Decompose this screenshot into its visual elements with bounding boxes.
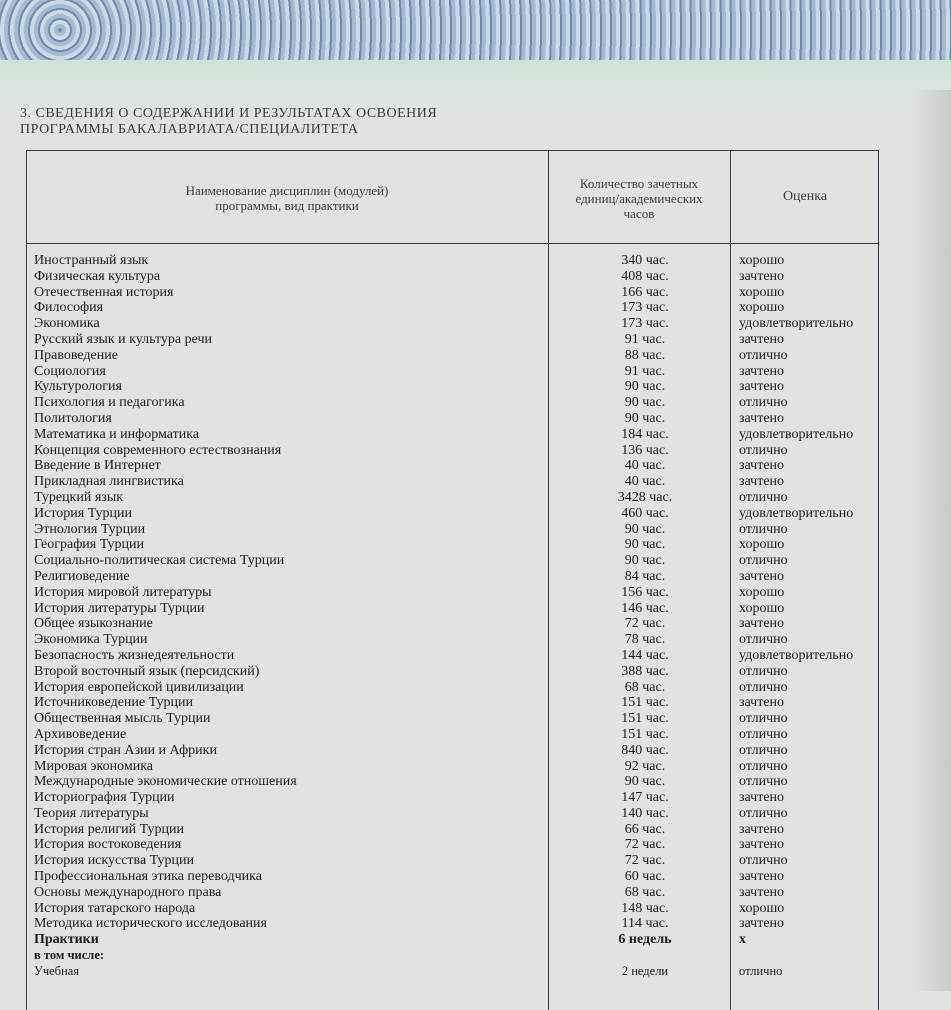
- hours-cell: 90 час.: [624, 379, 666, 395]
- discipline-name: История европейской цивилизации: [34, 679, 244, 695]
- table-row: [27, 522, 878, 538]
- hours-cell: 166 час.: [621, 284, 669, 300]
- discipline-name: История искусства Турции: [34, 853, 195, 869]
- table-row: [27, 537, 878, 553]
- table-row: [27, 443, 878, 459]
- discipline-name: Практики: [34, 932, 99, 948]
- grade-cell: отлично: [739, 679, 788, 695]
- grade-cell: хорошо: [739, 300, 785, 316]
- hours-cell: 66 час.: [624, 821, 666, 837]
- hours-cell: 173 час.: [621, 316, 669, 332]
- heading-line-1: 3. СВЕДЕНИЯ О СОДЕРЖАНИИ И РЕЗУЛЬТАТАХ ОСВОЕНИЯ: [20, 106, 438, 121]
- hours-cell: 151 час.: [621, 695, 669, 711]
- discipline-name: Религиоведение: [34, 568, 130, 584]
- table-row: [27, 316, 878, 332]
- column-header-name: [87, 183, 487, 213]
- table-row: [27, 379, 878, 395]
- discipline-name: Экономика: [34, 316, 100, 332]
- hours-cell: 184 час.: [621, 426, 669, 442]
- grade-cell: зачтено: [739, 268, 785, 284]
- section-heading: [20, 106, 580, 138]
- grade-cell: зачтено: [739, 884, 785, 900]
- hours-cell: 91 час.: [624, 331, 666, 347]
- discipline-name: История татарского народа: [34, 900, 196, 916]
- hours-cell: 40 час.: [624, 474, 666, 490]
- discipline-name: Концепция современного естествознания: [34, 442, 282, 458]
- discipline-name: Психология и педагогика: [34, 395, 185, 411]
- hours-cell: 90 час.: [624, 553, 666, 569]
- hours-cell: 84 час.: [624, 568, 666, 584]
- table-row: [27, 253, 878, 269]
- hours-cell: 88 час.: [624, 347, 666, 363]
- grade-cell: отлично: [739, 726, 788, 742]
- hours-cell: 72 час.: [624, 837, 666, 853]
- table-row: [27, 332, 878, 348]
- table-row: [27, 269, 878, 285]
- grade-cell: зачтено: [739, 616, 785, 632]
- table-row: [27, 680, 878, 696]
- table-row: [27, 553, 878, 569]
- grade-cell: зачтено: [739, 379, 785, 395]
- discipline-name: История мировой литературы: [34, 584, 212, 600]
- hours-cell: 90 час.: [624, 395, 666, 411]
- discipline-name: География Турции: [34, 537, 145, 553]
- table-row: [27, 695, 878, 711]
- grade-cell: отлично: [739, 742, 788, 758]
- table-row: [27, 964, 878, 980]
- table-row: [27, 300, 878, 316]
- grade-cell: зачтено: [739, 474, 785, 490]
- discipline-name: Прикладная лингвистика: [34, 474, 184, 490]
- hours-cell: 6 недель: [618, 932, 672, 948]
- discipline-name: Международные экономические отношения: [34, 774, 297, 790]
- hours-cell: 68 час.: [624, 884, 666, 900]
- discipline-name: История востоковедения: [34, 837, 182, 853]
- table-row: [27, 837, 878, 853]
- grade-cell: отлично: [739, 711, 788, 727]
- table-row: [27, 711, 878, 727]
- hours-cell: 148 час.: [621, 900, 669, 916]
- hours-cell: 3428 час.: [617, 489, 673, 505]
- table-row: [27, 932, 878, 948]
- grade-cell: хорошо: [739, 900, 785, 916]
- table-row: [27, 916, 878, 932]
- hours-cell: 151 час.: [621, 711, 669, 727]
- discipline-name: Экономика Турции: [34, 632, 148, 648]
- grade-cell: отлично: [739, 442, 788, 458]
- grade-cell: хорошо: [739, 600, 785, 616]
- hours-cell: 151 час.: [621, 726, 669, 742]
- table-row: [27, 664, 878, 680]
- hours-cell: 173 час.: [621, 300, 669, 316]
- discipline-name: Иностранный язык: [34, 253, 149, 268]
- discipline-name: Безопасность жизнедеятельности: [34, 647, 235, 663]
- discipline-name: Отечественная история: [34, 284, 174, 300]
- hours-cell: 78 час.: [624, 632, 666, 648]
- header-text: программы, вид практики: [215, 198, 359, 213]
- grade-cell: отлично: [739, 663, 788, 679]
- table-row: [27, 632, 878, 648]
- table-row: [27, 853, 878, 869]
- discipline-name: История стран Азии и Африки: [34, 742, 217, 758]
- grade-cell: хорошо: [739, 537, 785, 553]
- discipline-name: Историография Турции: [34, 790, 175, 806]
- discipline-name: Мировая экономика: [34, 758, 153, 774]
- table-row: [27, 743, 878, 759]
- hours-cell: 144 час.: [621, 647, 669, 663]
- hours-cell: 460 час.: [621, 505, 669, 521]
- discipline-name: Философия: [34, 300, 104, 316]
- grade-cell: отлично: [739, 805, 788, 821]
- table-row: [27, 364, 878, 380]
- discipline-name: в том числе:: [34, 948, 105, 963]
- grade-cell: удовлетворительно: [739, 505, 854, 521]
- grade-cell: х: [739, 932, 746, 948]
- table-row: [27, 285, 878, 301]
- grade-cell: хорошо: [739, 284, 785, 300]
- hours-cell: 90 час.: [624, 410, 666, 426]
- table-row: [27, 759, 878, 775]
- grade-cell: отлично: [739, 853, 788, 869]
- header-text: Наименование дисциплин (модулей): [185, 183, 389, 198]
- hours-cell: 90 час.: [624, 537, 666, 553]
- discipline-name: Математика и информатика: [34, 426, 200, 442]
- grade-cell: отлично: [739, 489, 788, 505]
- banner-fade: [0, 60, 951, 100]
- discipline-name: Теория литературы: [34, 805, 149, 821]
- discipline-name: Турецкий язык: [34, 489, 124, 505]
- hours-cell: 72 час.: [624, 853, 666, 869]
- hours-cell: 140 час.: [621, 805, 669, 821]
- grade-cell: зачтено: [739, 458, 785, 474]
- grade-cell: зачтено: [739, 869, 785, 885]
- discipline-name: Введение в Интернет: [34, 458, 161, 474]
- grade-cell: отлично: [739, 553, 788, 569]
- grade-cell: зачтено: [739, 331, 785, 347]
- table-row: [27, 411, 878, 427]
- grade-cell: зачтено: [739, 695, 785, 711]
- discipline-name: Политология: [34, 410, 112, 426]
- grade-cell: удовлетворительно: [739, 316, 854, 332]
- discipline-name: Основы международного права: [34, 884, 222, 900]
- hours-cell: 147 час.: [621, 790, 669, 806]
- table-body: [27, 253, 878, 980]
- discipline-name: Профессиональная этика переводчика: [34, 869, 262, 885]
- page-edge-shadow: [911, 90, 951, 991]
- grade-cell: отлично: [739, 632, 788, 648]
- table-row: [27, 506, 878, 522]
- grade-cell: зачтено: [739, 410, 785, 426]
- hours-cell: 156 час.: [621, 584, 669, 600]
- column-header-grade: Оценка: [782, 189, 828, 204]
- hours-cell: 136 час.: [621, 442, 669, 458]
- grade-cell: отлично: [739, 758, 788, 774]
- hours-cell: 408 час.: [621, 268, 669, 284]
- discipline-name: Социально-политическая система Турции: [34, 553, 285, 569]
- discipline-name: Социология: [34, 363, 106, 379]
- table-row: [27, 901, 878, 917]
- grade-cell: отлично: [739, 347, 788, 363]
- grade-cell: отлично: [739, 774, 788, 790]
- grade-cell: отлично: [739, 963, 783, 978]
- grade-cell: отлично: [739, 521, 788, 537]
- discipline-name: Русский язык и культура речи: [34, 331, 213, 347]
- discipline-name: Методика исторического исследования: [34, 916, 267, 932]
- column-header-hours: [548, 176, 730, 221]
- table-row: [27, 395, 878, 411]
- table-row: [27, 569, 878, 585]
- grade-cell: хорошо: [739, 253, 785, 268]
- disciplines-table: [26, 150, 879, 1010]
- hours-cell: 840 час.: [621, 742, 669, 758]
- header-divider: [27, 243, 878, 244]
- grade-cell: хорошо: [739, 584, 785, 600]
- discipline-name: Правоведение: [34, 347, 118, 363]
- hours-cell: 90 час.: [624, 521, 666, 537]
- discipline-name: История Турции: [34, 505, 133, 521]
- discipline-name: Архивоведение: [34, 726, 127, 742]
- discipline-name: Общее языкознание: [34, 616, 153, 632]
- table-row: [27, 474, 878, 490]
- grade-cell: удовлетворительно: [739, 647, 854, 663]
- grade-cell: зачтено: [739, 916, 785, 932]
- discipline-name: Учебная: [34, 963, 80, 978]
- hours-cell: 40 час.: [624, 458, 666, 474]
- discipline-name: Второй восточный язык (персидский): [34, 663, 260, 679]
- table-row: [27, 585, 878, 601]
- discipline-name: Источниковедение Турции: [34, 695, 193, 711]
- table-row: [27, 458, 878, 474]
- hours-cell: 340 час.: [621, 253, 669, 268]
- table-row: [27, 601, 878, 617]
- grade-cell: зачтено: [739, 821, 785, 837]
- hours-cell: 91 час.: [624, 363, 666, 379]
- hours-cell: 2 недели: [621, 963, 669, 978]
- table-row: [27, 806, 878, 822]
- grade-cell: отлично: [739, 395, 788, 411]
- grade-cell: зачтено: [739, 790, 785, 806]
- table-row: [27, 774, 878, 790]
- header-text: единиц/академических: [575, 191, 703, 206]
- grade-cell: удовлетворительно: [739, 426, 854, 442]
- table-row: [27, 427, 878, 443]
- discipline-name: Общественная мысль Турции: [34, 711, 211, 727]
- table-row: [27, 869, 878, 885]
- hours-cell: 60 час.: [624, 869, 666, 885]
- table-row: [27, 885, 878, 901]
- hours-cell: 72 час.: [624, 616, 666, 632]
- table-row: [27, 822, 878, 838]
- hours-cell: 90 час.: [624, 774, 666, 790]
- hours-cell: 146 час.: [621, 600, 669, 616]
- discipline-name: История религий Турции: [34, 821, 184, 837]
- table-row: [27, 348, 878, 364]
- hours-cell: 92 час.: [624, 758, 666, 774]
- table-row: [27, 648, 878, 664]
- table-row: [27, 727, 878, 743]
- header-text: Количество зачетных: [579, 176, 699, 191]
- discipline-name: Культурология: [34, 379, 122, 395]
- table-row: [27, 948, 878, 964]
- hours-cell: 68 час.: [624, 679, 666, 695]
- grade-cell: зачтено: [739, 568, 785, 584]
- header-text: часов: [623, 206, 655, 221]
- table-row: [27, 790, 878, 806]
- discipline-name: История литературы Турции: [34, 600, 205, 616]
- grade-cell: зачтено: [739, 363, 785, 379]
- discipline-name: Физическая культура: [34, 268, 161, 284]
- table-row: [27, 616, 878, 632]
- discipline-name: Этнология Турции: [34, 521, 146, 537]
- heading-line-2: ПРОГРАММЫ БАКАЛАВРИАТА/СПЕЦИАЛИТЕТА: [20, 122, 359, 137]
- grade-cell: зачтено: [739, 837, 785, 853]
- hours-cell: 114 час.: [621, 916, 669, 932]
- table-row: [27, 490, 878, 506]
- hours-cell: 388 час.: [621, 663, 669, 679]
